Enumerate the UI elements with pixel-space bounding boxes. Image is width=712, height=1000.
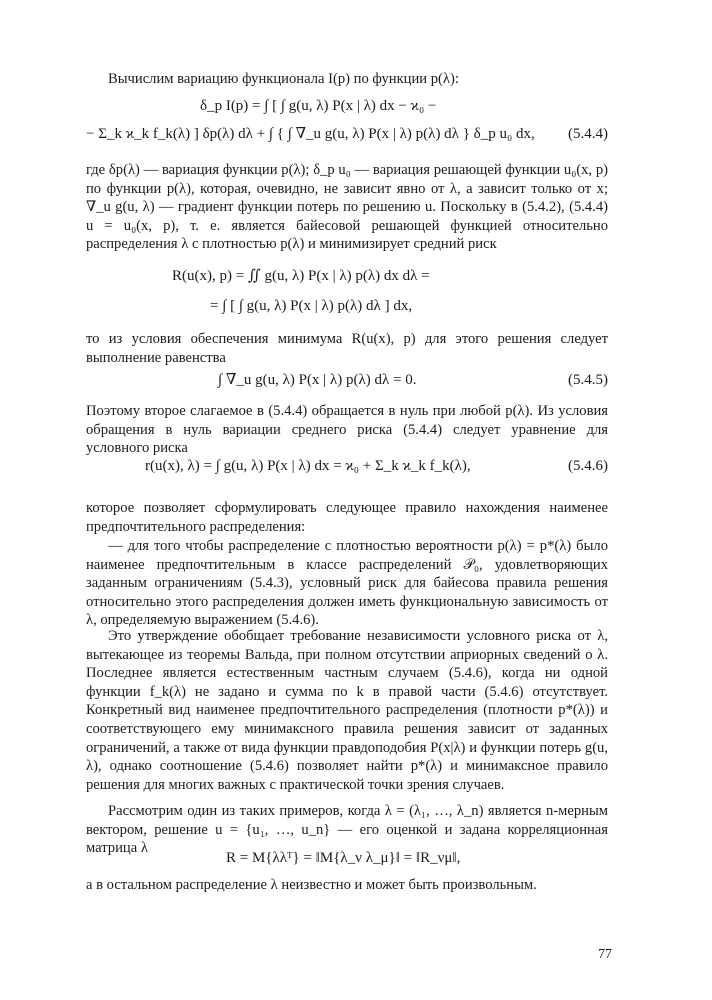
equation-text: δ_p I(p) = ∫ [ ∫ g(u, λ) P(x | λ) dx − ϰ₀ −	[200, 98, 437, 114]
equation-text: R = M{λλᵀ} = ‖M{λ_ν λ_μ}‖ = ‖R_νμ‖,	[226, 850, 461, 866]
equation-text: − Σ_k ϰ_k f_k(λ) ] δp(λ) dλ + ∫ { ∫ ∇_u g(u, λ) P(x | λ) p(λ) dλ } δ_p u₀ dx,	[86, 126, 535, 142]
paragraph-variation-intro: Вычислим вариацию функционала I(p) по функции p(λ):	[108, 71, 459, 87]
paragraph-rule-intro: которое позволяет сформулировать следующее правило нахождения наименее предпочтительного распределения:	[86, 500, 608, 535]
paragraph-minimum-condition: то из условия обеспечения минимума R(u(x), p) для этого решения следует выполнение равенства	[86, 331, 608, 366]
paragraph-rule-statement: — для того чтобы распределение с плотностью вероятности p(λ) = p*(λ) было наименее предпочтительным в классе распределений 𝒫₀, удовлетворяющих заданным ограничениям (5.4.3), условный риск для байесова правила решения относительно этого распределения должен иметь функциональную зависимость от λ, определяемую выражением (5.4.6).	[86, 538, 608, 629]
paragraph-second-term: Поэтому второе слагаемое в (5.4.4) обращается в нуль при любой p(λ). Из условия обращения в нуль вариации среднего риска (5.4.4) следует уравнение для условного риска	[86, 403, 608, 457]
equation-text: ∫ ∇_u g(u, λ) P(x | λ) p(λ) dλ = 0.	[218, 372, 417, 388]
paragraph-variation-explanation: где δp(λ) — вариация функции p(λ); δ_p u₀ — вариация решающей функции u₀(x, p) по функции p(λ), которая, очевидно, не зависит явно от λ, а зависит только от x; ∇_u g(u, λ) — градиент функции потерь по решению u. Поскольку в (5.4.2), (5.4.4) u = u₀(x, p), т. е. является байесовой решающей функцией относительно распределения λ с плотностью p(λ) и минимизирует средний риск	[86, 162, 608, 253]
equation-number: (5.4.4)	[568, 126, 608, 142]
equation-text: = ∫ [ ∫ g(u, λ) P(x | λ) p(λ) dλ ] dx,	[210, 298, 413, 314]
paragraph-example: Рассмотрим один из таких примеров, когда λ = (λ₁, …, λ_n) является n-мерным вектором, решение u = {u₁, …, u_n} — его оценкой и задана корреляционная матрица λ	[86, 803, 608, 857]
page-number: 77	[598, 947, 612, 962]
equation-text: r(u(x), λ) = ∫ g(u, λ) P(x | λ) dx = ϰ₀ + Σ_k ϰ_k f_k(λ),	[145, 458, 471, 474]
paragraph-closing: а в остальном распределение λ неизвестно и может быть произвольным.	[86, 877, 537, 893]
paragraph-wald-generalization: Это утверждение обобщает требование независимости условного риска от λ, вытекающее из теоремы Вальда, при полном отсутствии априорных сведений о λ. Последнее является естественным частным случаем (5.4.6), когда ни одной функции f_k(λ) не задано и сумма по k в правой части (5.4.6) отсутствует. Конкретный вид наименее предпочтительного распределения (плотности p*(λ)) и соответствующего ему минимаксного правила решения зависит от заданных ограничений, а также от вида функции правдоподобия P(x|λ) и функции потерь g(u, λ), однако соотношение (5.4.6) позволяет найти p*(λ) и минимаксное правило решения для многих важных с практической точки зрения случаев.	[86, 628, 608, 793]
equation-number: (5.4.5)	[568, 372, 608, 388]
equation-text: R(u(x), p) = ∬ g(u, λ) P(x | λ) p(λ) dx dλ =	[172, 268, 430, 284]
equation-number: (5.4.6)	[568, 458, 608, 474]
